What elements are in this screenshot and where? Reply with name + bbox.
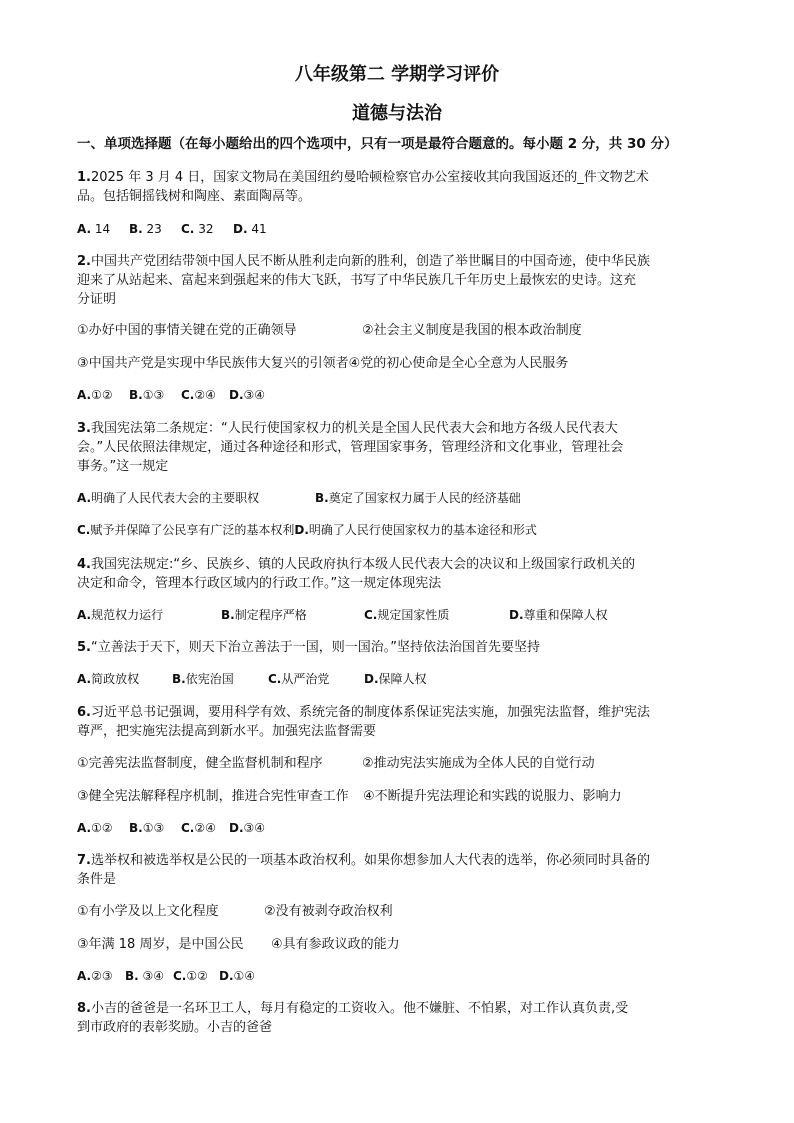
question-3-stem-line-1: 3.我国宪法第二条规定：“人民行使国家权力的机关是全国人民代表大会和地方各级人民代表大 [77, 421, 618, 436]
question-number: 5. [77, 640, 91, 655]
option-d[interactable]: D.尊重和保障人权 [509, 608, 608, 622]
question-4-options [77, 606, 723, 625]
option-a[interactable]: A.规范权力运行 [77, 608, 164, 622]
question-6-stem-line-1: 6.习近平总书记强调，要用科学有效、系统完备的制度体系保证宪法实施，加强宪法监督，维护宪法 [77, 705, 650, 720]
question-7-stem-line-2: 条件是 [77, 872, 117, 887]
option-a[interactable]: A. 14 [77, 222, 111, 236]
option-a[interactable]: A.①② [77, 821, 113, 835]
option-b[interactable]: B.奠定了国家权力属于人民的经济基础 [315, 491, 521, 505]
question-5-options [77, 670, 723, 689]
question-1-stem-line-2: 品。包括铜摇钱树和陶座、素面陶鬲等。 [77, 189, 312, 204]
question-number: 8. [77, 1001, 91, 1016]
question-number: 1. [77, 170, 91, 185]
option-b[interactable]: B.制定程序严格 [221, 608, 307, 622]
option-c[interactable]: C.规定国家性质 [364, 608, 450, 622]
question-3-stem-line-2: 会。”人民依照法律规定，通过各种途径和形式，管理国家事务，管理经济和文化事业，管理社会 [77, 440, 624, 455]
section-heading: 一、单项选择题（在每小题给出的四个选项中，只有一项是最符合题意的。每小题 2 分，共 30 分） [77, 136, 678, 152]
option-b[interactable]: B. ③④ [125, 969, 165, 983]
question-5-stem: 5.“立善法于天下，则天下治立善法于一国，则一国治。”坚持依法治国首先要坚持 [77, 640, 540, 655]
option-d[interactable]: D.①④ [219, 969, 256, 983]
question-number: 3. [77, 421, 91, 436]
question-2-options [77, 386, 723, 405]
subject-title: 道德与法治 [352, 103, 442, 124]
question-2-stem-line-2: 迎来了从站起来、富起来到强起来的伟大飞跃，书写了中华民族几千年历史上最恢宏的史诗。这充 [77, 273, 637, 288]
question-3-options-row-1 [77, 489, 723, 508]
option-c[interactable]: C.②④ [181, 821, 216, 835]
question-2-stem-line-1: 2.中国共产党团结带领中国人民不断从胜利走向新的胜利，创造了举世瞩目的中国奇迹，使中华民族 [77, 254, 650, 269]
option-a[interactable]: A.②③ [77, 969, 113, 983]
option-c[interactable]: C.①② [173, 969, 208, 983]
question-2-statements-row-2: ③中国共产党是实现中华民族伟大复兴的引领者④党的初心使命是全心全意为人民服务 [77, 356, 569, 371]
question-7-statements-row-2: ③年满 18 周岁，是中国公民 ④具有参政议政的能力 [77, 937, 400, 952]
option-d[interactable]: D. 41 [233, 222, 267, 236]
option-d[interactable]: D.保障人权 [364, 672, 427, 686]
question-6-stem-line-2: 尊严，把实施宪法提高到新水平。加强宪法监督需要 [77, 724, 377, 739]
question-1-stem-line-1: 1.2025 年 3 月 4 日，国家文物局在美国纽约曼哈顿检察官办公室接收其向我国返还的_件文物艺术 [77, 170, 649, 185]
question-8-stem-line-1: 8.小吉的爸爸是一名环卫工人，每月有稳定的工资收入。他不嫌脏、不怕累，对工作认真负责,受 [77, 1001, 629, 1016]
question-7-options [77, 967, 723, 986]
question-number: 7. [77, 853, 91, 868]
question-1-options [77, 220, 723, 239]
question-6-options [77, 819, 723, 838]
option-b[interactable]: B.①③ [129, 388, 165, 402]
question-2-statements-row-1: ①办好中国的事情关键在党的正确领导 ②社会主义制度是我国的根本政治制度 [77, 323, 582, 338]
option-a[interactable]: A.①② [77, 388, 113, 402]
question-7-statements-row-1: ①有小学及以上文化程度 ②没有被剥夺政治权利 [77, 904, 393, 919]
question-4-stem-line-1: 4.我国宪法规定:“乡、民族乡、镇的人民政府执行本级人民代表大会的决议和上级国家行政机关的 [77, 557, 636, 572]
option-b[interactable]: B.依宪治国 [172, 672, 234, 686]
option-d[interactable]: D.③④ [229, 821, 266, 835]
option-c[interactable]: C.从严治党 [268, 672, 330, 686]
question-3-stem-line-3: 事务。”这一规定 [77, 459, 169, 474]
option-c[interactable]: C.②④ [181, 388, 216, 402]
option-b[interactable]: B. 23 [129, 222, 162, 236]
question-4-stem-line-2: 决定和命令，管理本行政区域内的行政工作。”这一规定体现宪法 [77, 576, 442, 591]
question-3-options-row-2 [77, 521, 723, 540]
option-b[interactable]: B.①③ [129, 821, 165, 835]
option-c[interactable]: C.赋予并保障了公民享有广泛的基本权利 [77, 523, 295, 537]
option-d[interactable]: D.明确了人民行使国家权力的基本途径和形式 [294, 523, 537, 537]
option-c[interactable]: C. 32 [181, 222, 214, 236]
exam-title: 八年级第二 学期学习评价 [294, 64, 500, 85]
question-number: 2. [77, 254, 91, 269]
option-d[interactable]: D.③④ [229, 388, 266, 402]
option-a[interactable]: A.明确了人民代表大会的主要职权 [77, 491, 260, 505]
question-6-statements-row-2: ③健全宪法解释程序机制，推进合宪性审查工作 ④不断提升宪法理论和实践的说服力、影响力 [77, 789, 622, 804]
question-2-stem-line-3: 分证明 [77, 292, 117, 307]
question-number: 6. [77, 705, 91, 720]
option-a[interactable]: A.简政放权 [77, 672, 140, 686]
question-6-statements-row-1: ①完善宪法监督制度，健全监督机制和程序 ②推动宪法实施成为全体人民的自觉行动 [77, 756, 595, 771]
question-8-stem-line-2: 到市政府的表彰奖励。小吉的爸爸 [77, 1020, 273, 1035]
question-number: 4. [77, 557, 91, 572]
question-7-stem-line-1: 7.选举权和被选举权是公民的一项基本政治权利。如果你想参加人大代表的选举，你必须同时具备的 [77, 853, 650, 868]
